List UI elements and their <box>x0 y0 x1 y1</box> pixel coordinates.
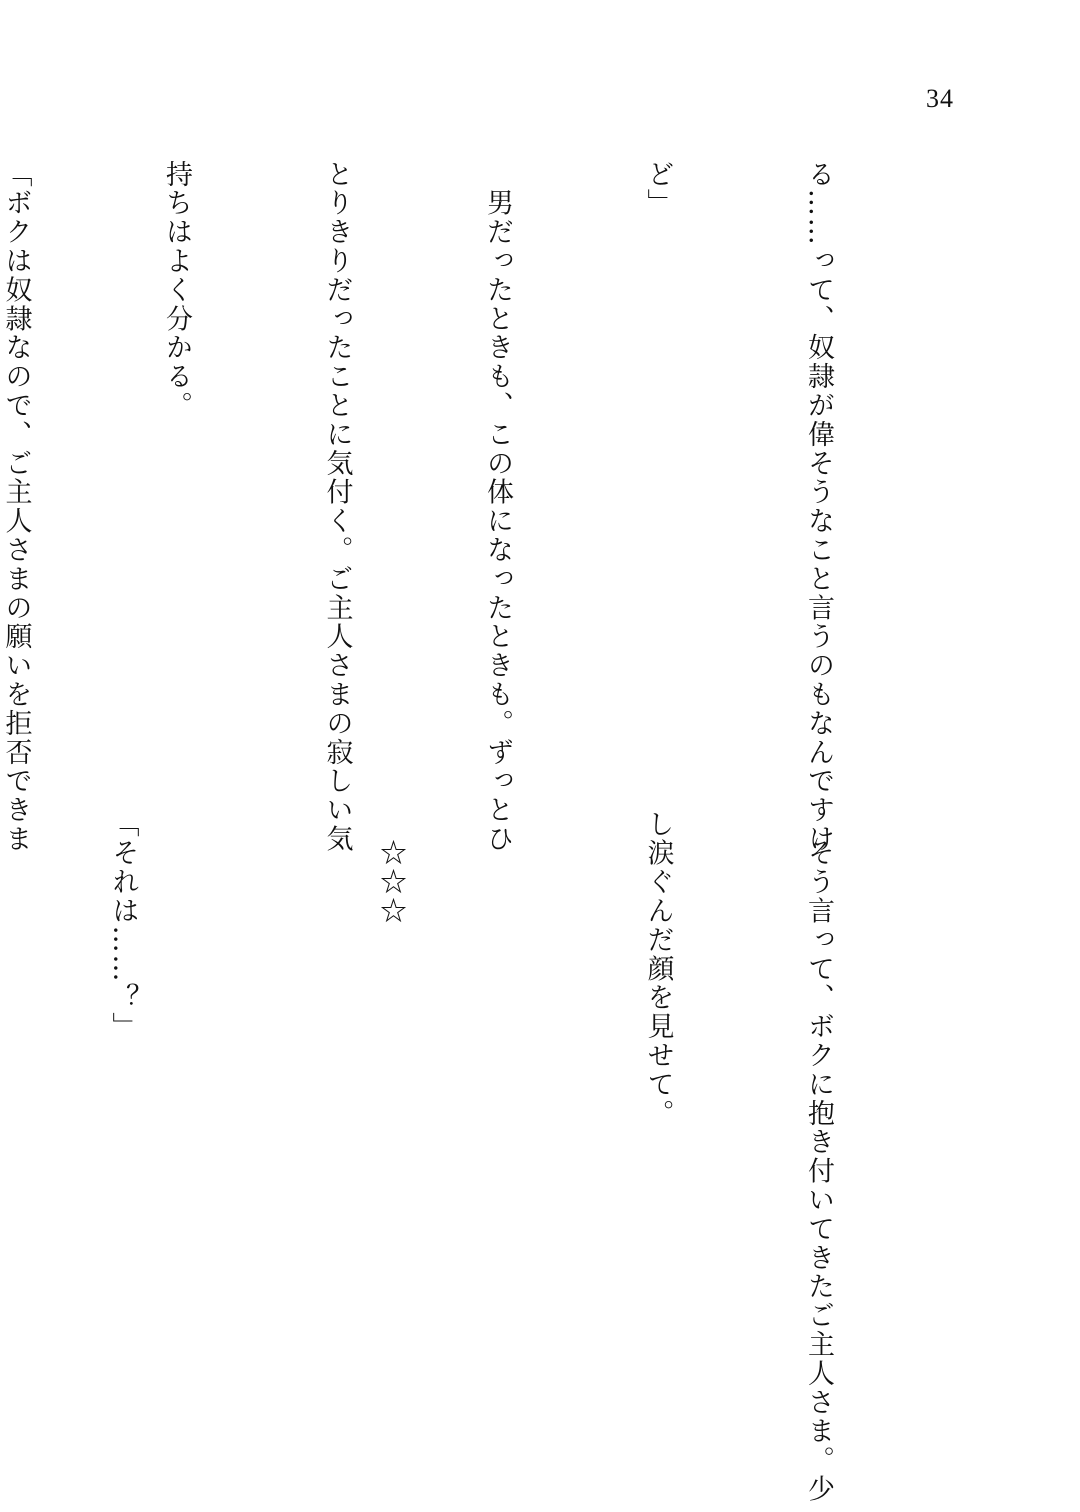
text-line: 「それは……？」 <box>107 810 139 1042</box>
page-number: 34 <box>926 84 954 113</box>
upper-text-block <box>0 160 952 854</box>
text-line: 男だったときも、この体になったときも。ずっとひ <box>482 160 513 854</box>
text-line: る……って、奴隷が偉そうなこと言うのもなんですけ <box>803 160 834 854</box>
text-line: そう言って、ボクに抱き付いてきたご主人さま。少 <box>803 810 834 1504</box>
text-line: 「ボクは奴隷なので、ご主人さまの願いを拒否できま <box>0 160 32 854</box>
lower-text-block <box>107 810 952 1504</box>
text-line: とりきりだったことに気付く。ご主人さまの寂しい気 <box>321 160 353 854</box>
scene-break: ☆☆☆ <box>375 810 406 926</box>
text-line: 持ちはよく分かる。 <box>161 160 192 421</box>
text-line: し涙ぐんだ顔を見せて。 <box>642 810 674 1128</box>
text-line: ど」 <box>642 160 674 218</box>
